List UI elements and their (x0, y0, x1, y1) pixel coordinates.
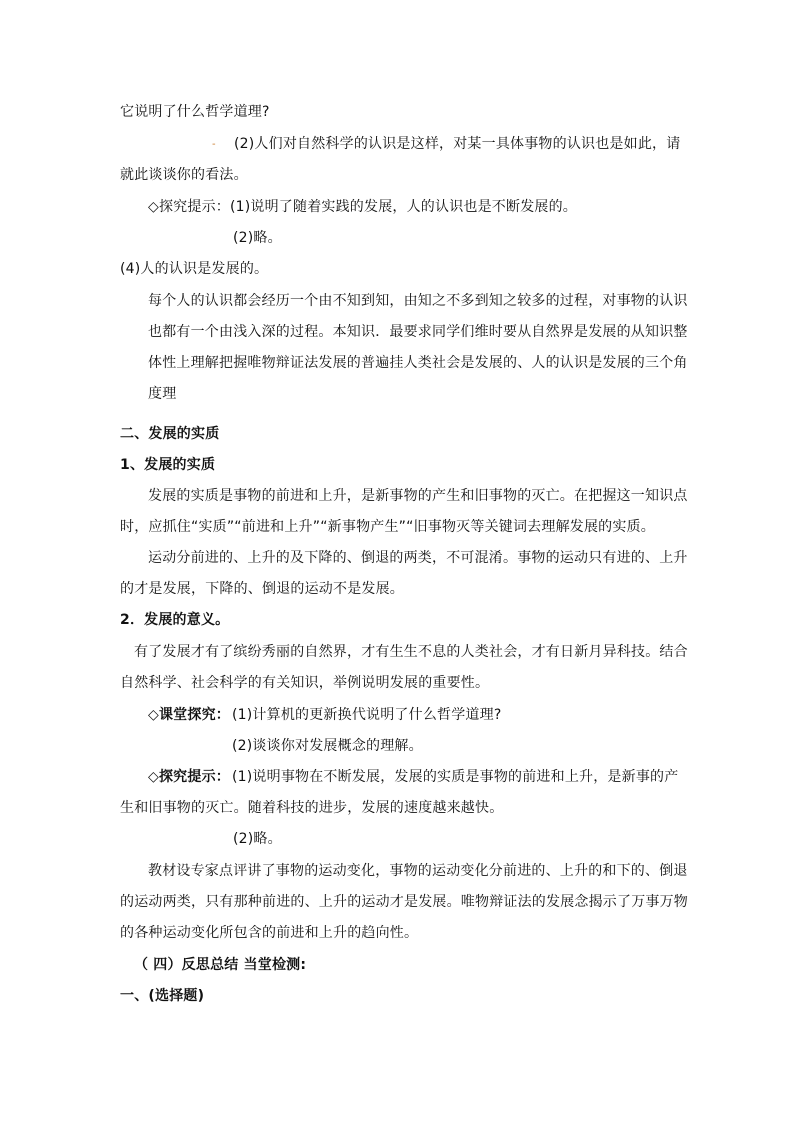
text-line: ◇探究提示：(1)说明了随着实践的发展，人的认识也是不断发展的。 (148, 199, 577, 215)
text-line: 它说明了什么哲学道理? (120, 104, 270, 120)
text-line: (4)人的认识是发展的。 (120, 261, 269, 277)
text-line: (2)略。 (233, 230, 282, 246)
section-heading: 二、发展的实质 (120, 426, 220, 442)
text-line: (2)谈谈你对发展概念的理解。 (232, 738, 423, 754)
text-line: 生和旧事物的灭亡。随着科技的进步，发展的速度越来越快。 (120, 800, 504, 816)
section-heading: 一、(选择题) (120, 988, 205, 1004)
subsection-heading: 1、发展的实质 (120, 457, 216, 473)
marker-dot: - (212, 139, 216, 150)
text-line: 的运动两类，只有那种前进的、上升的运动才是发展。唯物辩证法的发展念揭示了万事万物 (120, 894, 688, 910)
text-line: 度理 (148, 386, 177, 402)
text-line: 每个人的认识都会经历一个由不知到知，由知之不多到知之较多的过程，对事物的认识 (148, 293, 688, 309)
text-line: 发展的实质是事物的前进和上升，是新事物的产生和旧事物的灭亡。在把握这一知识点 (148, 488, 688, 504)
text-line: 有了发展才有了缤纷秀丽的自然界，才有生生不息的人类社会，才有日新月异科技。结合 (134, 644, 688, 660)
text-line: 就此谈谈你的看法。 (120, 167, 248, 183)
text-line: 的才是发展，下降的、倒退的运动不是发展。 (120, 581, 404, 597)
subsection-heading: 2．发展的意义。 (120, 612, 230, 628)
text-line: 也都有一个由浅入深的过程。本知识．最要求同学们维时要从自然界是发展的从知识整 (148, 324, 688, 340)
section-heading: （ 四）反思总结 当堂检测: (134, 957, 307, 973)
text-line: (2)人们对自然科学的认识是这样，对某一具体事物的认识也是如此，请 (234, 136, 681, 152)
text-line: (2)略。 (233, 831, 282, 847)
text-line: 体性上理解把握唯物辩证法发展的普遍挂人类社会是发展的、人的认识是发展的三个角 (148, 355, 688, 371)
text-line: 时，应抓住“实质”“前进和上升”“新事物产生”“旧事物灭等关键词去理解发展的实质。 (120, 519, 655, 535)
text-line: (1)计算机的更新换代说明了什么哲学道理? (232, 707, 502, 723)
exploration-label: ◇课堂探究： (148, 707, 230, 723)
text-line: 教材设专家点评讲了事物的运动变化，事物的运动变化分前进的、上升的和下的、倒退 (148, 863, 688, 879)
text-line: (1)说明事物在不断发展，发展的实质是事物的前进和上升，是新事的产 (232, 769, 679, 785)
text-line: 运动分前进的、上升的及下降的、倒退的两类，不可混淆。事物的运动只有进的、上升 (148, 550, 688, 566)
text-line: 自然科学、社会科学的有关知识，举例说明发展的重要性。 (120, 675, 490, 691)
text-line: 的各种运动变化所包含的前进和上升的趋向性。 (120, 925, 419, 941)
hint-label: ◇探究提示： (148, 769, 230, 785)
